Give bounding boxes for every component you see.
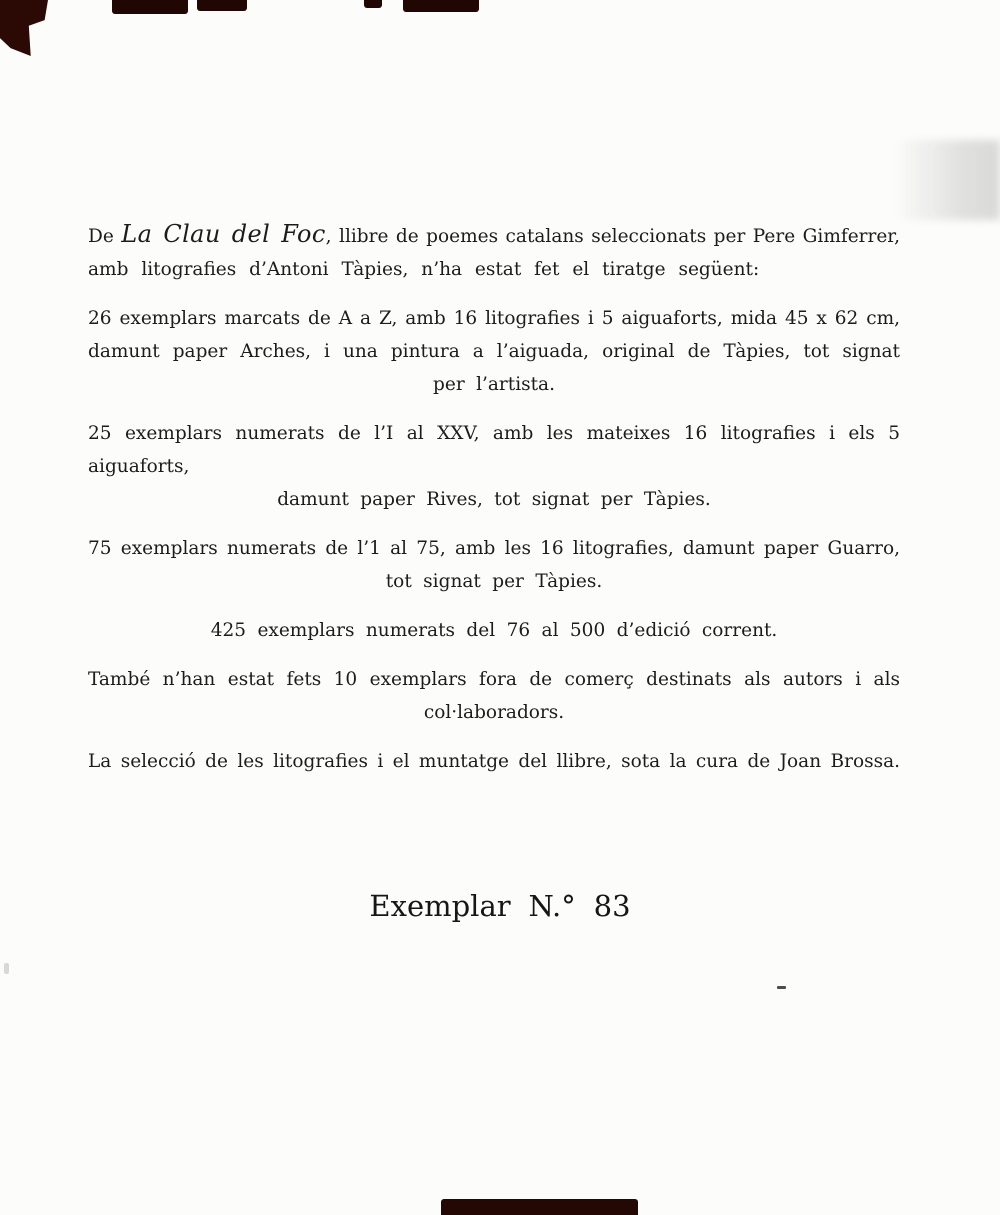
hors-commerce-paragraph (88, 663, 900, 729)
edition-26-line-3: per l’artista. (433, 374, 555, 395)
scan-artifact-top-left-blob (0, 0, 48, 56)
edition-425-line: 425 exemplars numerats del 76 al 500 d’edició corrent. (210, 620, 778, 641)
edition-25-line-1: 25 exemplars numerats de l’I al XXV, amb les mateixes 16 litografies i els 5 aiguaforts, (88, 423, 900, 477)
edition-75-line-2: tot signat per Tàpies. (385, 571, 603, 592)
hors-commerce-line-2: col·laboradors. (423, 702, 565, 723)
scan-artifact-top-strip (403, 0, 479, 12)
edition-425-paragraph (88, 614, 900, 647)
edition-26-line-1: 26 exemplars marcats de A a Z, amb 16 litografies i 5 aiguaforts, mida 45 x 62 cm, (88, 308, 900, 329)
intro-prefix: De (88, 226, 122, 247)
intro-rest: , llibre de poemes catalans seleccionats per Pere Gimferrer, (325, 226, 900, 247)
edition-26-paragraph (88, 302, 900, 401)
scan-artifact-top-strip (112, 0, 188, 14)
hors-commerce-line-1: També n’han estat fets 10 exemplars fora de comerç destinats als autors i als (88, 669, 900, 690)
scan-artifact-top-strip (197, 0, 247, 11)
scan-speck (777, 986, 786, 989)
credit-paragraph (88, 745, 900, 778)
book-title-italic: La Clau del Foc (121, 220, 326, 248)
intro-line-2: amb litografies d’Antoni Tàpies, n’ha estat fet el tiratge següent: (88, 259, 760, 280)
intro-line-1 (88, 218, 900, 253)
exemplar-number-line: Exemplar N.° 83 (369, 889, 631, 923)
edition-25-paragraph (88, 417, 900, 516)
scan-speck (4, 963, 9, 974)
edition-75-paragraph (88, 532, 900, 598)
credit-line: La selecció de les litografies i el muntatge del llibre, sota la cura de Joan Brossa. (88, 751, 900, 772)
edition-25-line-2: damunt paper Rives, tot signat per Tàpies. (277, 489, 711, 510)
scan-artifact-bottom-bar (441, 1199, 638, 1215)
edition-26-line-2: damunt paper Arches, i una pintura a l’aiguada, original de Tàpies, tot signat (88, 341, 900, 362)
colophon-text-block (88, 218, 900, 794)
scan-artifact-top-strip (364, 0, 382, 8)
intro-paragraph (88, 218, 900, 286)
edition-75-line-1: 75 exemplars numerats de l’1 al 75, amb les 16 litografies, damunt paper Guarro, (88, 538, 900, 559)
scan-shadow-top-right (893, 140, 1000, 220)
